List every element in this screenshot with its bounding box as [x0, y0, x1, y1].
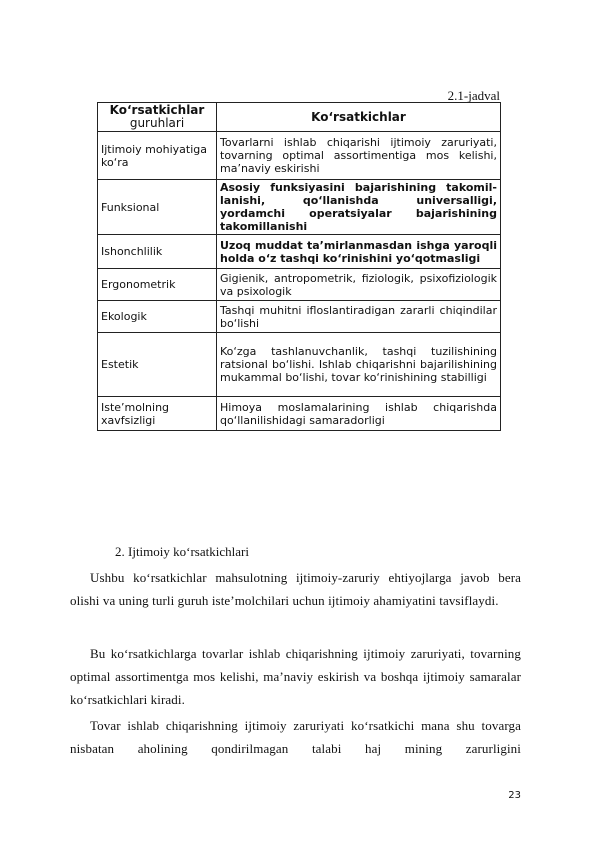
paragraph-1: Ushbu ko‘rsatkichlar mahsulotning ijtimoiy-zaruriy ehtiyojlarga javob bera olishi va uning turli guruh iste’molchilari uchun ijtimoiy ahamiyatini tavsiflaydi. — [70, 570, 521, 608]
table-row — [98, 333, 501, 397]
paragraph-2: Bu ko‘rsatkichlarga tovarlar ishlab chiqarishning ijtimoiy zaruriyati, tovarning optimal assortimentga mos kelishi, ma’naviy eskirish va boshqa ijtimoiy samaralar ko‘rsatkichlari kiradi. — [70, 646, 521, 707]
row-group: Ishonchlilik — [98, 235, 217, 269]
characteristics-table — [97, 102, 501, 431]
row-desc: Gigienik, antropometrik, fiziologik, psixofiziologik va psixologik — [217, 269, 501, 301]
table-row — [98, 397, 501, 431]
row-desc: Himoya moslamalarining ishlab chiqarishda qo‘llanilishidagi samaradorligi — [217, 397, 501, 431]
header-groups: Ko‘rsatkichlar guruhlari — [98, 103, 217, 132]
row-desc: Asosiy funksiyasini bajarishining takomil-lanishi, qo‘llanishda universalligi, yordamchi operatsiyalar bajarishining takomillanishi — [217, 180, 501, 235]
table-row — [98, 132, 501, 180]
row-desc: Tovarlarni ishlab chiqarishi ijtimoiy zaruriyati, tovarning optimal assortimentiga mos kelishi, ma’naviy eskirishi — [217, 132, 501, 180]
row-desc: Tashqi muhitni ifloslantiradigan zararli chiqindilar bo‘lishi — [217, 301, 501, 333]
table-row — [98, 235, 501, 269]
row-desc: Uzoq muddat ta’mirlanmasdan ishga yaroqli holda o‘z tashqi ko‘rinishini yo‘qotmasligi — [217, 235, 501, 269]
row-group: Funksional — [98, 180, 217, 235]
paragraph-3: Tovar ishlab chiqarishning ijtimoiy zaruriyati ko‘rsatkichi mana shu tovarga nisbatan aholining qondirilmagan talabi haj mining zarurligini — [70, 718, 521, 756]
page-number: 23 — [508, 790, 521, 801]
table-caption: 2.1-jadval — [447, 88, 500, 103]
row-group: Ijtimoiy mohiyatiga ko‘ra — [98, 132, 217, 180]
table-header-row — [98, 103, 501, 132]
row-group: Ergonometrik — [98, 269, 217, 301]
row-desc: Ko‘zga tashlanuvchanlik, tashqi tuzilishining ratsional bo‘lishi. Ishlab chiqarishni bajarilishining mukammal bo‘lishi, tovar ko‘rinishining stabilligi — [217, 333, 501, 397]
table-row — [98, 269, 501, 301]
row-group: Estetik — [98, 333, 217, 397]
section-heading: 2. Ijtimoiy ko‘rsatkichlari — [115, 544, 249, 559]
header-indicators: Ko‘rsatkichlar — [217, 103, 501, 132]
row-group: Ekologik — [98, 301, 217, 333]
table-row — [98, 301, 501, 333]
table-row — [98, 180, 501, 235]
row-group: Iste’molning xavfsizligi — [98, 397, 217, 431]
